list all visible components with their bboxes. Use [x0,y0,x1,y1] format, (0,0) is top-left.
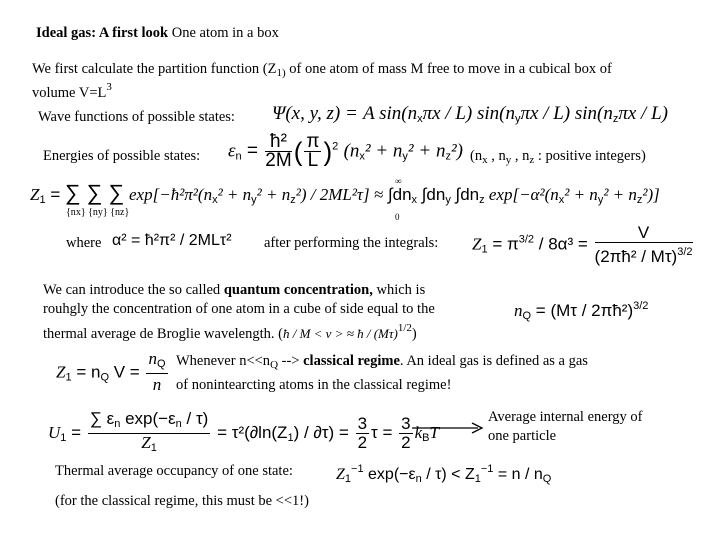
quantum-formula: ħ / M < v > ≈ ħ / (Mτ) [282,326,398,341]
partition-equation: $Z_1$ = ∑ ∑ ∑ $\exp[-ħ^2\pi^2(n_x^2 + n_y^2 + n_z^2) / 2ML^2\tau] \approx \int dn_x$ $\int dn_y$ $\int dn_z$ $\exp[-\alpha^2(n_x^2 + n_y^2 + n_z^2)]$ [30,180,660,206]
wf-mid1: πx / L) sin(n [422,103,515,124]
z1-lhs: Z [472,234,482,254]
classical-text-2: of nonintearcting atoms in the classical regime! [176,377,452,393]
intro-text-2: volume V=L [32,85,107,101]
nq-rhs: = (Mτ / 2πħ²) [535,301,634,320]
classical-frac-num-wrap [146,350,167,374]
u1-frac-num [88,410,211,434]
energy-note-1: (n [470,148,483,164]
intro-text-1b: of one atom of mass M free to move in a cubical box of [285,61,612,77]
z1-sub: 1 [481,243,488,256]
classical-t1-mid: --> [278,353,300,369]
sum-label-y: y [97,207,103,218]
energy-note-x: x [482,154,488,166]
classical-lhs-sub: 1 [65,371,72,384]
classical-eq2: V = [113,362,140,382]
quantum-formula-sup: 1/2 [397,322,412,334]
partition-body2: ² + n [217,185,252,204]
energy-lhs: ε [228,140,236,162]
nq-sup: 3/2 [633,300,649,312]
wf-rhs: A sin(n [363,103,418,124]
u1-f1-num: 3 [357,414,368,433]
classical-t1-sub: Q [270,359,279,371]
partition-body4: ²) / 2ML²τ] ≈ [295,185,384,204]
energy-frac-den: 2M [265,150,292,171]
occ-3-sub: 1 [474,473,481,485]
sum-label-3: } {n [102,207,121,218]
right-arrow-icon [412,422,484,434]
u1-num-end: / τ) [181,409,209,428]
occ-z-sub: 1 [344,473,352,485]
partition-sums: ∑ ∑ ∑ [65,180,125,205]
z1-final-den-wrap [595,243,693,266]
title-bold: Ideal gas: A first look [36,25,169,41]
intro-text-1: We first calculate the partition function (Z [32,61,277,77]
intro-sup: 3 [106,81,112,93]
title-rest: One atom in a box [171,25,279,41]
partition-int-body2: ² + n [564,185,598,204]
classical-eq: = n [76,362,101,382]
energy-note [470,147,646,169]
z1-sup: 3/2 [518,233,535,246]
u1-eq: = [71,422,82,442]
classical-equation [56,350,170,396]
classical-text-1 [176,352,588,374]
slide-title [36,24,279,42]
intro-sub: 1) [276,67,286,79]
nq-sub: Q [522,310,532,322]
after-integrals-label: after performing the integrals: [264,235,439,251]
energy-note-y: y [505,154,512,166]
occ-z: Z [336,466,345,483]
energy-average-equation [48,410,439,457]
z1-result [472,224,695,266]
classical-t1-bold: classical regime [303,353,400,369]
u1-rhs3: τ = [371,422,393,442]
energy-frac2-num: π [306,131,320,152]
energies-label: Energies of possible states: [43,148,201,164]
quantum-text-1b: which is [376,282,426,298]
occupancy-note: (for the classical regime, this must be <<1!) [55,493,309,509]
u1-rhs-sub: 1 [287,431,294,444]
quantum-text-1: We can introduce the so called [43,282,221,298]
occupancy-label: Thermal average occupancy of one state: [55,463,293,479]
classical-t1: Whenever n<<n [176,353,271,369]
occ-2: exp(−ε [363,466,416,483]
partition-int-body: exp[−α²(n [484,185,559,204]
u1-rhs2: ) / ∂τ) = [293,422,349,442]
z1-final-den: (2πħ² / Mτ) [594,247,678,266]
u1-num-sub2: n [175,418,182,430]
u1-den: Z [141,433,151,452]
occ-2-sub: n [415,473,422,485]
u1-frac-3 [399,415,412,452]
z1-eq: = π [492,234,519,254]
partition-int-x: x [411,194,418,206]
classical-t1-rest: . An ideal gas is defined as a gas [399,353,588,369]
occ-3-sup: −1 [480,463,494,475]
energy-note-2: , n [487,148,506,164]
partition-body3: ² + n [256,185,291,204]
energy-note-end: : positive integers) [534,148,646,164]
partition-body: exp[−ħ²π²(n [129,185,213,204]
classical-frac-num: n [148,349,157,368]
partition-lhs-sub: 1 [39,194,46,206]
u1-frac-2 [356,415,369,452]
quantum-bold: quantum concentration, [223,282,373,298]
u1-f2-num: 3 [401,414,411,433]
occ-4: = n / n [493,466,543,483]
partition-int-3: ∫dn [450,185,480,204]
sum-label-x: x [75,207,81,218]
z1-final-frac [595,224,693,266]
u1-lhs: U [48,422,61,442]
energy-rhs: (n [343,140,360,162]
wf-end: πx / L) [618,103,668,124]
nq-lhs: n [514,301,523,320]
energy-note-3: , n [511,148,530,164]
where-label: where [66,235,102,251]
intro-line-2 [32,78,112,102]
energy-frac2-den: L [307,150,319,171]
partition-eq: = [50,185,61,204]
energy-equation: $\varepsilon_n$ = $\frac{\text{ħ²}}{2M}$ ( $\frac{\pi}{L}$ )$^2$ $(n_x^2 + n_y^2 + n_z^2)$ [228,131,463,171]
alpha-definition: α² = ħ²π² / 2MLτ² [112,232,232,249]
quantum-text-3-end: ) [411,326,417,342]
energy-lhs-sub: n [235,150,242,163]
classical-frac-den: n [152,375,162,394]
quantum-line-2: rouhgly the concentration of one atom in a cube of side equal to the [43,301,435,317]
partition-int-body4: ²)] [642,185,660,204]
u1-k-sub: B [422,431,430,444]
u1-rhs: = τ²(∂ln(Z [217,422,288,442]
partition-int-1: ∫dn [387,185,412,204]
quantum-text-3: thermal average de Broglie wavelength. ( [43,326,283,342]
energy-eq: = [246,140,259,162]
partition-int-body3: ² + n [603,185,637,204]
energy-frac-2 [304,133,321,170]
energy-note-z: z [529,154,535,166]
u1-t: T [429,422,439,442]
u1-f2-den: 2 [401,433,411,452]
energy-note-line-2: one particle [488,428,557,444]
occ-3: / τ) < Z [421,466,475,483]
nq-definition [514,295,648,327]
partition-int-2: ∫dn [417,185,446,204]
classical-frac-num-sub: Q [156,358,166,370]
u1-frac-den [88,434,211,457]
partition-int-z: z [479,194,485,206]
sum-label-z: z [120,207,125,218]
energy-frac-1 [265,133,291,170]
classical-lhs: Z [56,362,66,382]
energy-rhs4: ²) [450,140,463,162]
u1-num-1: ∑ ε [89,409,115,428]
u1-den-sub: 1 [150,442,157,454]
intro-line-1 [32,60,612,82]
partition-int-y: y [445,194,451,206]
z1-rest: / 8α³ = [538,234,588,254]
partition-lhs: Z [30,185,40,204]
sum-label-1: {n [66,207,76,218]
sum-label-2: } {n [80,207,98,218]
quantum-line-1 [43,281,425,299]
integral-upper-limit: ∞ [395,176,402,186]
wavefunctions-label: Wave functions of possible states: [38,109,235,125]
energy-note-line-1: Average internal energy of [488,409,643,425]
quantum-line-3 [43,319,417,343]
classical-frac [146,350,167,396]
partition-sum-labels [66,204,129,222]
occupancy-formula [336,458,551,490]
occ-z-sup: −1 [351,463,364,475]
energy-rhs2: ² + n [364,140,403,162]
wf-mid2: πx / L) sin(n [520,103,613,124]
sum-label-end: } [124,207,130,218]
occ-4-sub: Q [542,473,552,485]
u1-lhs-sub: 1 [60,431,67,444]
energy-frac-num: ħ² [265,133,291,152]
u1-num-2: exp(−ε [120,409,176,428]
integral-lower-limit: 0 [395,212,400,222]
u1-frac [88,410,211,457]
z1-final-den-sup: 3/2 [677,246,693,258]
energy-rhs3: ² + n [407,140,446,162]
classical-eq-sub: Q [100,371,109,384]
z1-final-num: V [595,224,693,243]
u1-k: k [414,422,423,442]
wavefunction-equation: Ψ(x, y, z) = A $\sin(n_x\pi x / L)$ $\sin(n_y\pi x / L)$ $\sin(n_z\pi x / L)$ [272,103,668,125]
wf-lhs: Ψ(x, y, z) = [272,103,358,124]
u1-f1-den: 2 [357,433,368,452]
u1-num-sub: n [114,418,121,430]
